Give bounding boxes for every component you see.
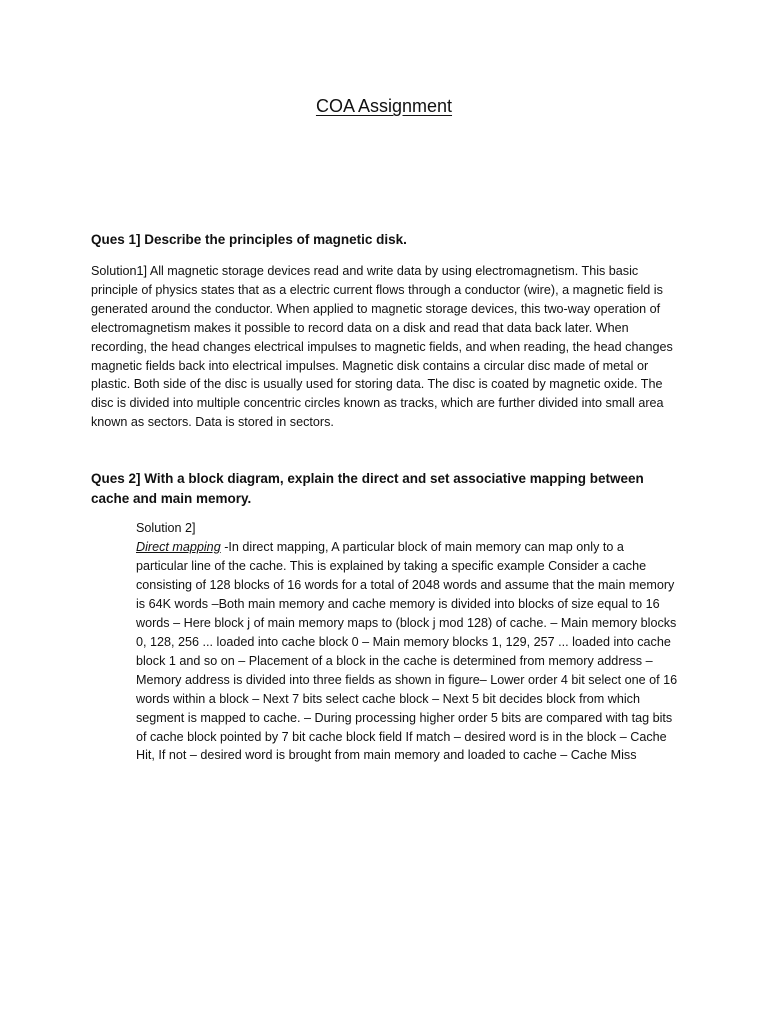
solution-2-term: Direct mapping — [136, 540, 221, 554]
question-1: Ques 1] Describe the principles of magnetic disk. — [91, 232, 407, 247]
solution-2-label: Solution 2] — [136, 521, 196, 535]
solution-1-text: Solution1] All magnetic storage devices read and write data by using electromagnetism. This basic principle of physics states that as a electric current flows through a conductor (wire), a magnetic field is generated around the conductor. When applied to magnetic storage devices, this two-way operation of electromagnetism makes it possible to record data on a disk and read that data back later. When recording, the head changes electrical impulses to magnetic fields, and when reading, the head changes magnetic fields back into electrical impulses. Magnetic disk contains a circular disc made of metal or plastic. Both side of the disc is usually used for storing data. The disc is coated by magnetic oxide. The disc is divided into multiple concentric circles known as tracks, which are further divided into small area known as sectors. Data is stored in sectors. — [91, 264, 673, 430]
solution-2-body — [136, 538, 678, 765]
question-2: Ques 2] With a block diagram, explain the direct and set associative mapping between cache and main memory. — [91, 471, 644, 506]
solution-2-text: -In direct mapping, A particular block of main memory can map only to a particular line of the cache. This is explained by taking a specific example Consider a cache consisting of 128 blocks of 16 words for a total of 2048 words and assume that the main memory is 64K words –Both main memory and cache memory is divided into blocks of size equal to 16 words – Here block j of main memory maps to (block j mod 128) of cache. – Main memory blocks 0, 128, 256 ... loaded into cache block 0 – Main memory blocks 1, 129, 257 ... loaded into cache block 1 and so on – Placement of a block in the cache is determined from memory address – Memory address is divided into three fields as shown in figure– Lower order 4 bit select one of 16 words within a block – Next 7 bits select cache block – Next 5 bit decides block from which segment is mapped to cache. – During processing higher order 5 bits are compared with tag bits of cache block pointed by 7 bit cache block field If match – desired word is in the block – Cache Hit, If not – desired word is brought from main memory and loaded to cache – Cache Miss — [136, 540, 678, 763]
document-title: COA Assignment — [315, 96, 453, 116]
